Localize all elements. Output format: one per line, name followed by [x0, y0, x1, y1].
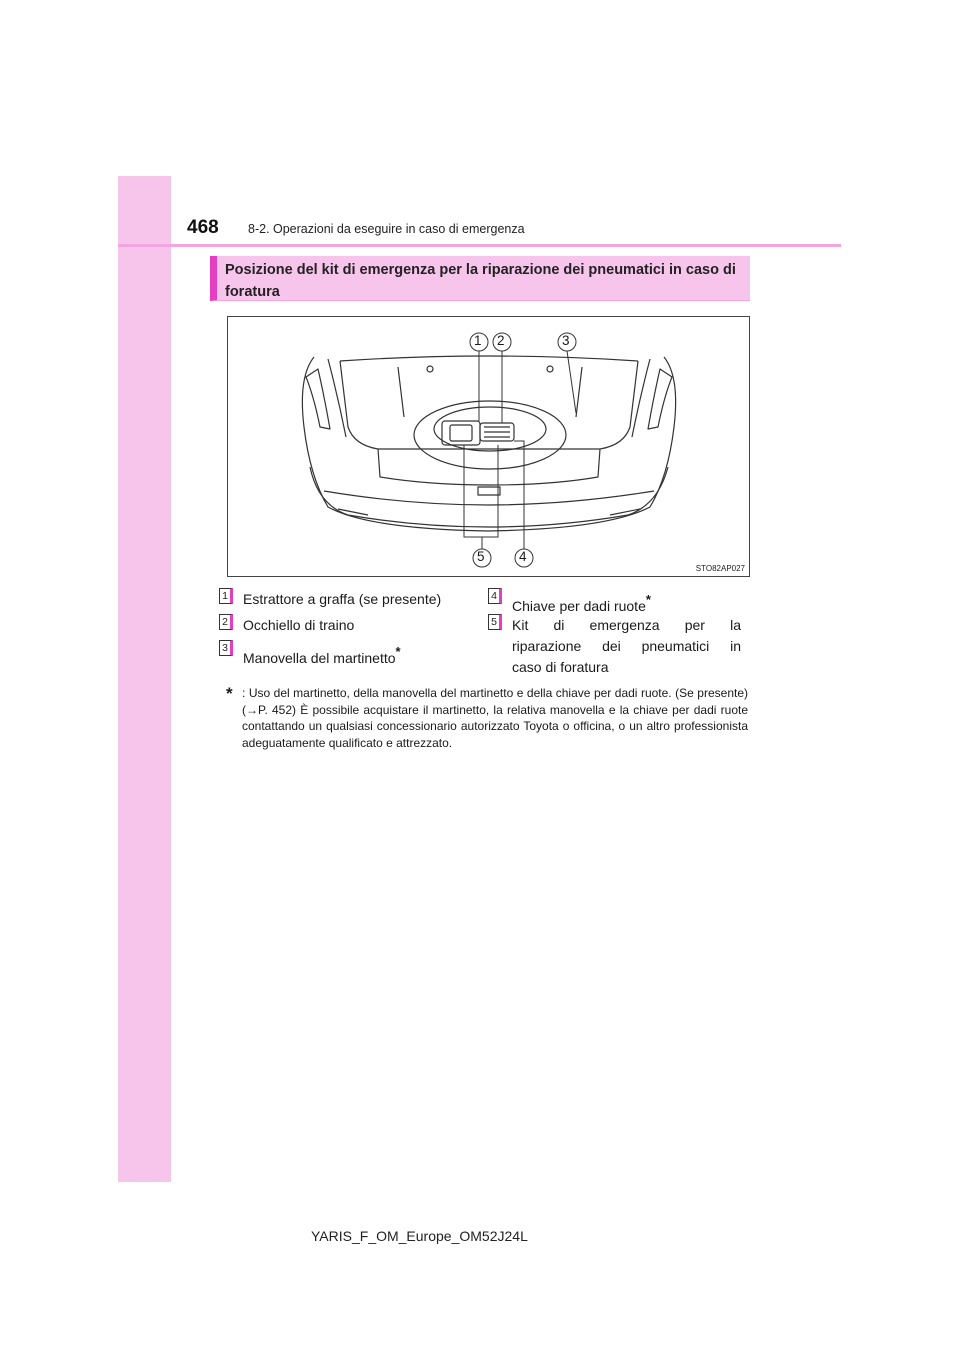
callout-1: 1: [474, 333, 482, 348]
callout-5: 5: [477, 549, 485, 564]
legend-item-2: [243, 616, 354, 635]
header-rule: [118, 244, 841, 247]
legend-item-1: [243, 590, 441, 609]
legend-item-1-text: Estrattore a graffa (se presente): [243, 591, 442, 607]
footnote-asterisk: *: [226, 684, 233, 703]
trunk-illustration: [227, 316, 750, 577]
footnote-text: : Uso del martinetto, della manovella del martinetto e della chiave per dadi ruote. (Se presente) (→P. 452) È possibile acquistare il martinetto, la relativa manovella e la chiave per dadi ruote contattando un qualsiasi concessionario autorizzato Toyota o officina, o un altro professionista adeguatamente qualificato e attrezzato.: [242, 686, 748, 750]
side-tab-band: [118, 176, 171, 1182]
callout-2: 2: [497, 333, 505, 348]
legend-item-4-text: Chiave per dadi ruote: [512, 598, 646, 614]
callout-3: 3: [562, 333, 570, 348]
document-footer: YARIS_F_OM_Europe_OM52J24L: [311, 1228, 528, 1244]
legend-item-5-line-1: Kit di emergenza per la: [512, 617, 741, 633]
legend-item-3: [243, 642, 401, 668]
legend-item-2-text: Occhiello di traino: [243, 617, 355, 633]
figure-code: STO82AP027: [695, 564, 745, 573]
legend-number-3: 3: [219, 640, 233, 656]
legend-number-2: 2: [219, 614, 233, 630]
legend-item-4: [512, 590, 651, 616]
car-trunk-drawing: [228, 317, 749, 576]
legend-item-3-text: Manovella del martinetto: [243, 650, 396, 666]
asterisk-mark: *: [395, 644, 401, 659]
section-title: Posizione del kit di emergenza per la riparazione dei pneumatici in caso di foratura: [225, 262, 736, 300]
callout-4: 4: [519, 549, 527, 564]
legend-number-4: 4: [488, 588, 502, 604]
page-number: 468: [187, 217, 219, 238]
legend-number-1: 1: [219, 588, 233, 604]
legend-item-5-line-3: caso di foratura: [512, 659, 609, 675]
legend-number-5: 5: [488, 614, 502, 630]
chapter-title: 8-2. Operazioni da eseguire in caso di emergenza: [248, 222, 525, 236]
asterisk-mark: *: [645, 592, 651, 607]
legend-item-5-line-2: riparazione dei pneumatici in: [512, 638, 741, 654]
